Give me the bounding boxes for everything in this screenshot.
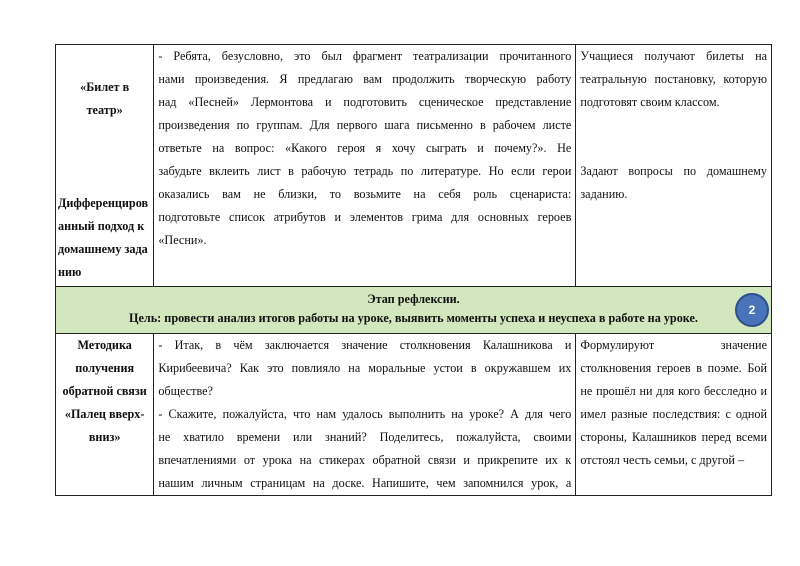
student-activity-cell [576, 334, 772, 496]
stage-cell [56, 334, 154, 496]
lesson-plan-table [55, 44, 772, 496]
student-activity-cell [576, 45, 772, 287]
student-text: Задают вопросы по домашнему заданию. [580, 164, 767, 201]
text-line: нами произведения. Я предлагаю вам продолжить творческую работу [158, 72, 572, 86]
text-line: оказались вам не близки, то возьмите на себя роль сценариста: [158, 187, 572, 201]
teacher-activity-cell [154, 45, 576, 287]
reflection-stage-cell [56, 287, 772, 334]
stage-subtitle: Дифференцированный подход к домашнему заданию [58, 196, 149, 279]
text-line: забудьте вклеить лист в рабочую тетрадь по литературе. Но если герои [158, 164, 572, 178]
student-text: Учащиеся получают билеты на театральную постановку, которую подготовят своим классом. [580, 49, 767, 109]
text-line: - Итак, в чём заключается значение столкновения Калашникова и [158, 338, 572, 352]
text-line: - Скажите, пожалуйста, что нам удалось выполнить на уроке? А для чего [158, 407, 572, 421]
stage-cell [56, 45, 154, 287]
table-row [56, 334, 772, 496]
stage-title: Методика получения обратной связи «Палец вверх-вниз» [62, 338, 147, 444]
reflection-goal: Цель: провести анализ итогов работы на уроке, выявить моменты успеха и неуспеха в работе на уроке. [129, 311, 698, 325]
reflection-stage-row [56, 287, 772, 334]
text-line: произведения по группам. Для первого шага письменно в рабочем листе [158, 118, 572, 132]
table-row [56, 45, 772, 287]
text-line: над «Песней» Лермонтова и подготовить сценическое представление [158, 95, 572, 109]
stage-title: «Билет в театр» [80, 80, 130, 117]
teacher-activity-cell [154, 334, 576, 496]
text-line: впечатлениями от урока на стикерах обратной связи и прикрепите их к [158, 453, 572, 467]
reflection-title: Этап рефлексии. [367, 292, 460, 306]
text-line: обществе? [158, 384, 213, 398]
page-number-badge: 2 [735, 293, 769, 327]
text-line: ответьте на вопрос: «Какого героя я хочу сыграть и почему?». Не [158, 141, 572, 155]
text-line: не хватило времени или знаний? Поделитесь, пожалуйста, своими [158, 430, 572, 444]
text-line: - Ребята, безусловно, это был фрагмент театрализации прочитанного [158, 49, 572, 63]
student-text: Формулируют значение столкновения героев в поэме. Бой не прошёл ни для кого бесследно и имел разные последствия: с одной стороны, Калашников перед всеми отстоял честь семьи, с другой – [580, 338, 767, 467]
teacher-text [158, 45, 571, 252]
text-line: нашим личным страницам на доске. Напишите, чем запомнился урок, а [158, 476, 572, 490]
text-line: Кирибеевича? Как это повлияло на моральные устои в окружавшем их [158, 361, 572, 375]
teacher-text [158, 334, 571, 495]
text-line: «Песни». [158, 233, 207, 247]
text-line: подготовьте список атрибутов и элементов грима для основных героев [158, 210, 572, 224]
